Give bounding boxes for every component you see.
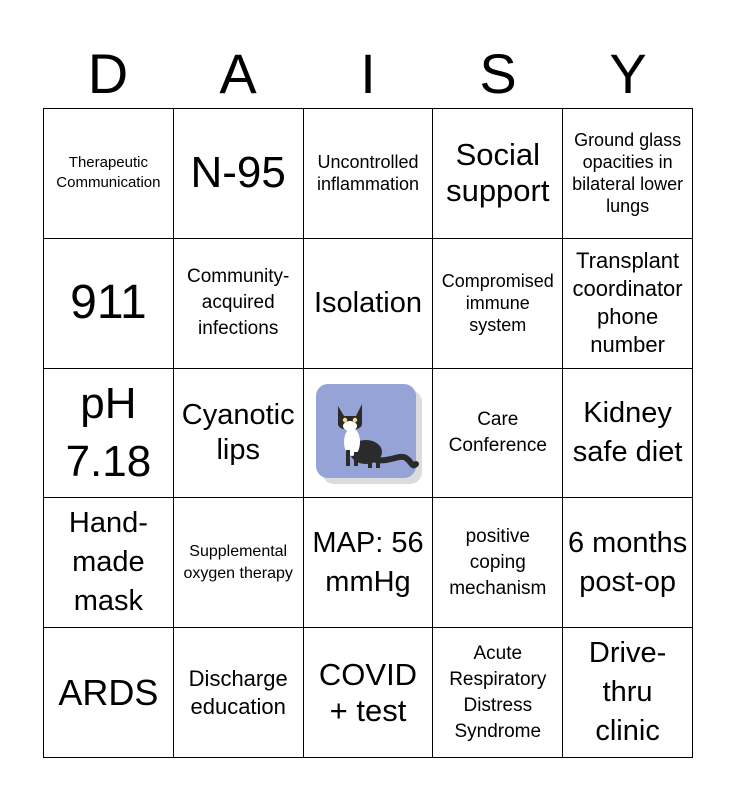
bingo-header (43, 40, 693, 108)
header-letter-a: A (219, 42, 257, 105)
cat-icon (312, 380, 424, 486)
header-letter-d: D (87, 42, 129, 105)
bingo-cell[interactable] (174, 498, 304, 628)
bingo-cell[interactable] (44, 498, 174, 628)
bingo-cell[interactable] (174, 369, 304, 499)
cell-text: Community-acquired infections (186, 266, 290, 340)
cell-text: Hand-made mask (68, 507, 148, 618)
bingo-cell[interactable] (563, 498, 693, 628)
cell-text: 6 months post-op (567, 526, 688, 598)
bingo-cell[interactable] (563, 109, 693, 239)
cell-text: Therapeutic Communication (56, 154, 161, 192)
cell-text: Kidney safe diet (572, 396, 683, 468)
bingo-cell[interactable] (563, 628, 693, 758)
free-space[interactable] (304, 369, 434, 499)
bingo-cell[interactable] (304, 628, 434, 758)
cell-text: N-95 (190, 148, 286, 198)
cell-text: Social support (446, 137, 550, 209)
cell-text: Isolation (313, 286, 422, 319)
cell-text: Acute Respiratory Distress Syndrome (449, 642, 547, 742)
cell-text: 911 (70, 276, 147, 330)
bingo-cell[interactable] (44, 109, 174, 239)
cell-text: Discharge education (188, 665, 288, 719)
cell-text: Drive-thru clinic (588, 637, 667, 748)
cell-text: Supplemental oxygen therapy (183, 542, 293, 582)
header-letter-y: Y (609, 42, 647, 105)
cell-text: MAP: 56 mmHg (312, 526, 424, 598)
bingo-cell[interactable] (174, 239, 304, 369)
bingo-cell[interactable] (304, 498, 434, 628)
header-letter-i: I (360, 42, 376, 105)
cell-text: Uncontrolled inflammation (316, 152, 420, 195)
bingo-cell[interactable] (433, 498, 563, 628)
bingo-cell[interactable] (44, 628, 174, 758)
bingo-cell[interactable] (304, 239, 434, 369)
bingo-cell[interactable] (563, 239, 693, 369)
cell-text: Compromised immune system (441, 271, 554, 336)
bingo-cell[interactable] (44, 369, 174, 499)
bingo-cell[interactable] (304, 109, 434, 239)
cell-text: Cyanotic lips (181, 398, 295, 466)
bingo-cell[interactable] (433, 628, 563, 758)
bingo-cell[interactable] (174, 109, 304, 239)
bingo-cell[interactable] (44, 239, 174, 369)
bingo-cell[interactable] (433, 239, 563, 369)
cell-text: positive coping mechanism (449, 525, 547, 599)
cell-text: Transplant coordinator phone number (572, 248, 683, 358)
bingo-cell[interactable] (563, 369, 693, 499)
bingo-grid (43, 108, 693, 758)
header-letter-s: S (479, 42, 517, 105)
cell-text: Care Conference (448, 408, 547, 456)
cell-text: pH 7.18 (65, 378, 152, 486)
cell-text: Ground glass opacities in bilateral lower lungs (572, 130, 684, 217)
bingo-cell[interactable] (433, 369, 563, 499)
cell-text: ARDS (58, 671, 159, 713)
cell-text: COVID + test (318, 656, 418, 728)
bingo-cell[interactable] (174, 628, 304, 758)
bingo-cell[interactable] (433, 109, 563, 239)
